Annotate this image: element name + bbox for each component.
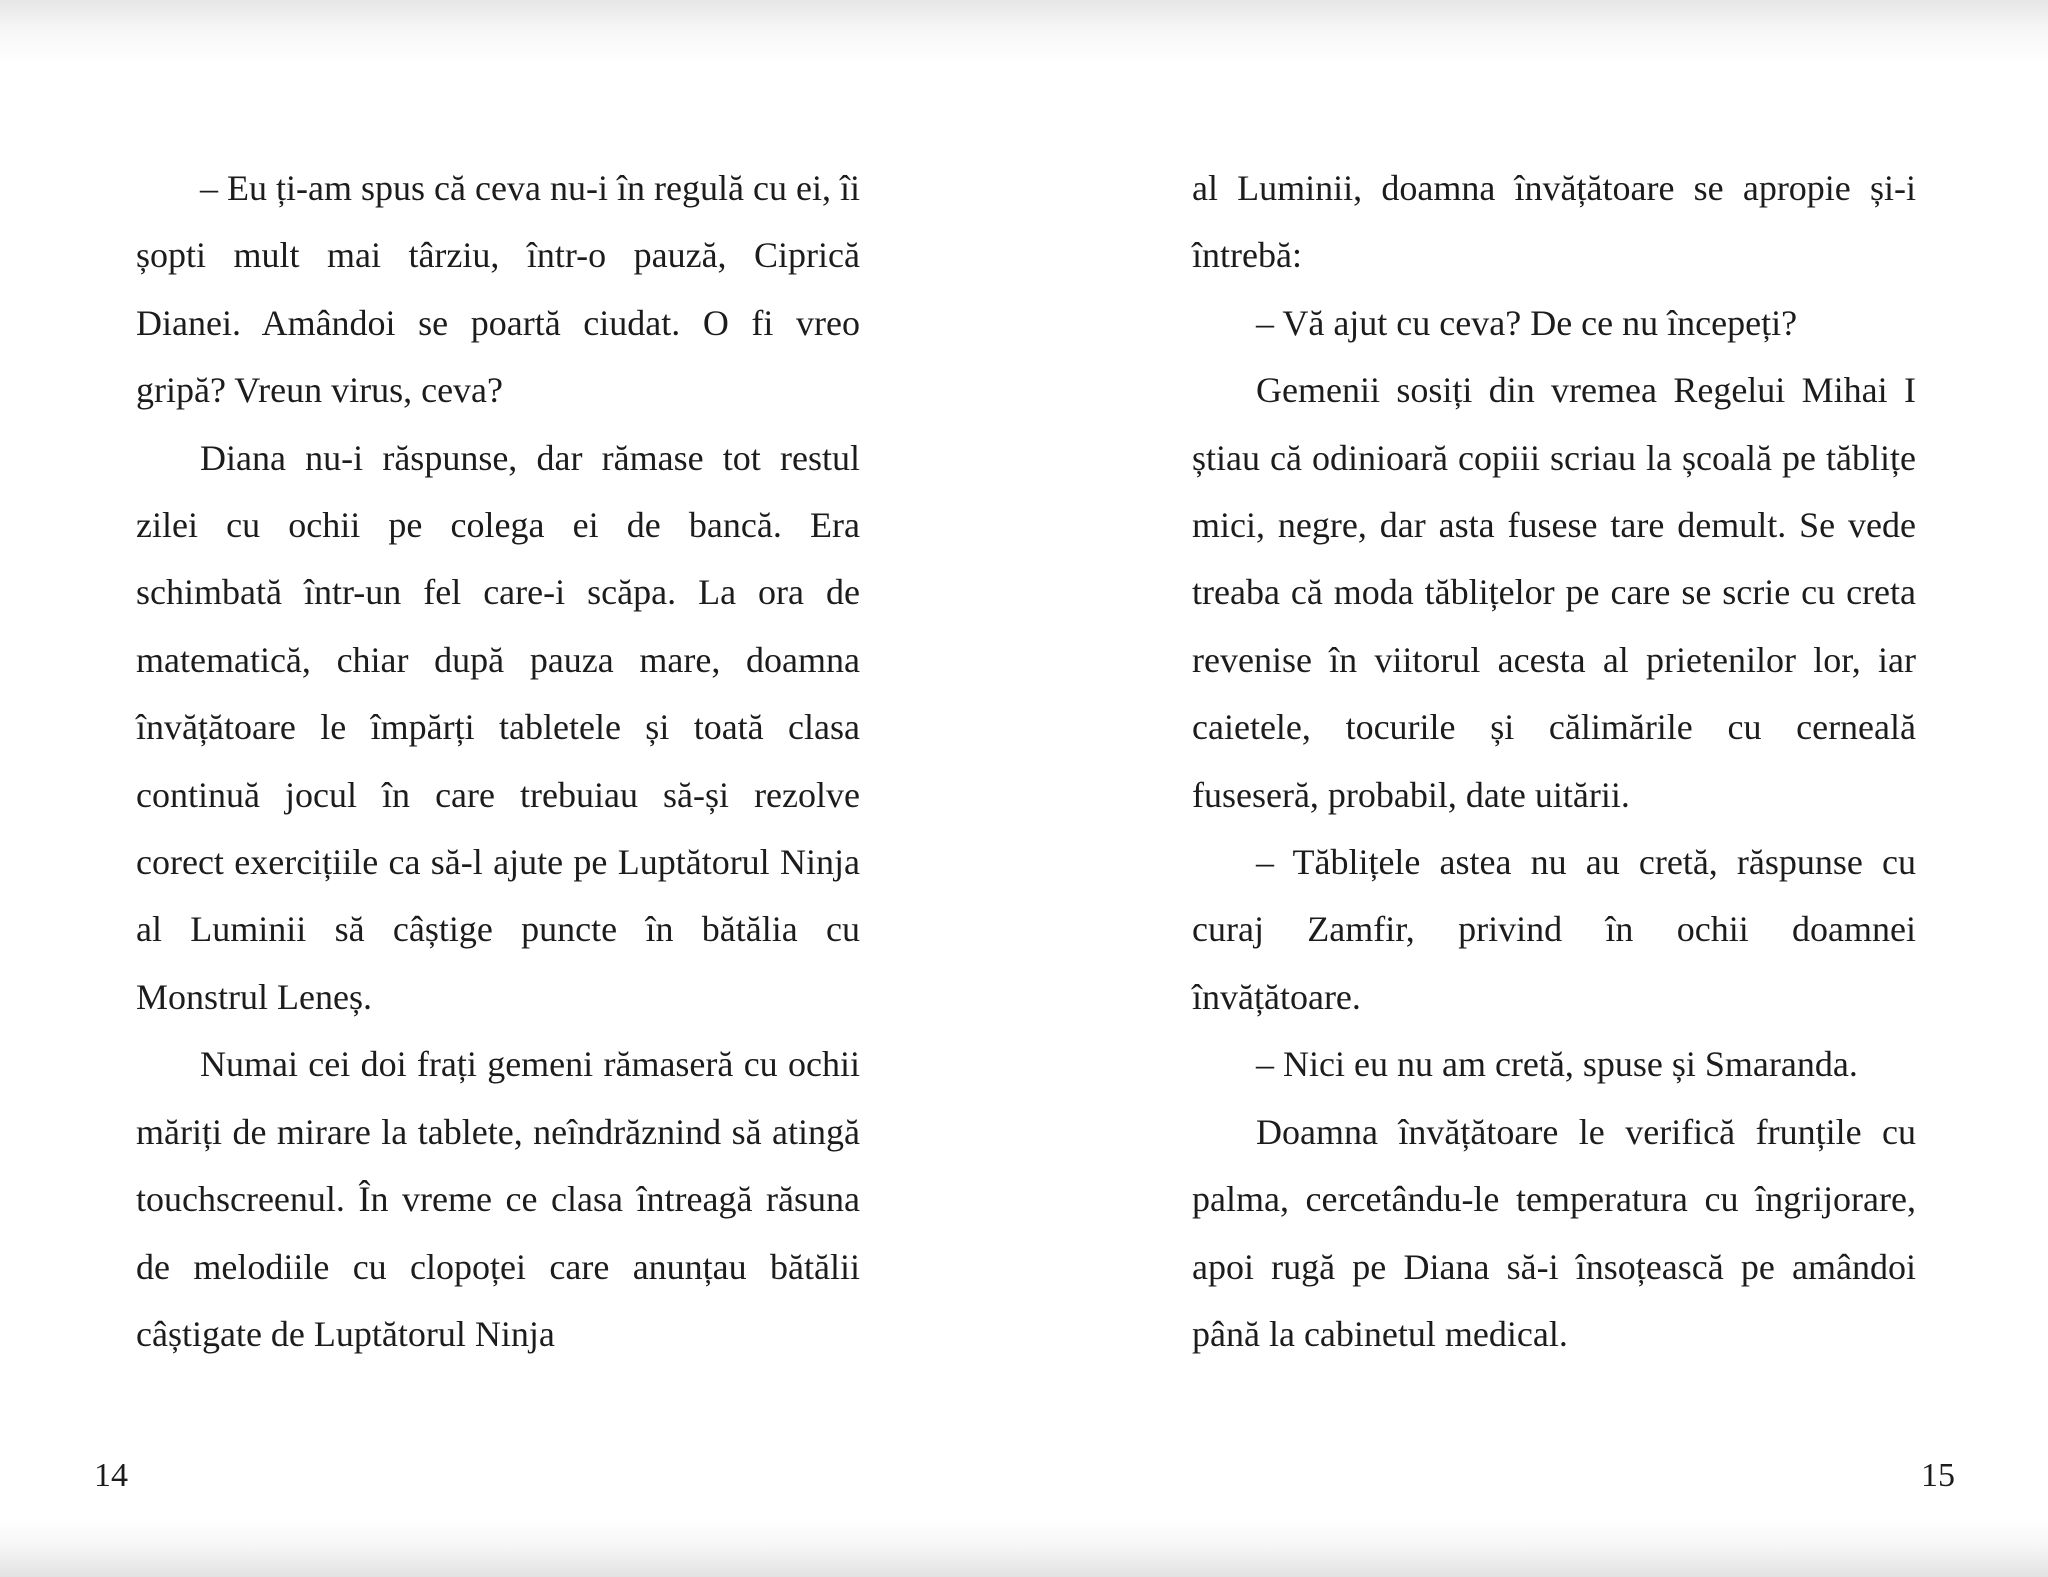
left-page-number: 14 [94,1457,128,1494]
top-edge-shadow [0,0,2048,64]
paragraph: Diana nu-i răspunse, dar rămase tot restul zilei cu ochii pe colega ei de bancă. Era schimbată într-un fel care-i scăpa. La ora de matematică, chiar după pauza mare, doamna învățătoare le împărți tabletele și toată clasa continuă jocul în care trebuiau să-și rezolve corect exercițiile ca să-l ajute pe Luptătorul Ninja al Luminii să câștige puncte în bătălia cu Monstrul Leneș. [136,437,860,1017]
left-page-text [136,155,860,1368]
paragraph: Numai cei doi frați gemeni rămaseră cu ochii măriți de mirare la tablete, neîndrăznind să atingă touchscreenul. În vreme ce clasa întreagă răsuna de melodiile cu clopoței care anunțau bătălii câștigate de Luptătorul Ninja [136,1044,860,1354]
right-page-text [1192,155,1916,1368]
paragraph: – Eu ți-am spus că ceva nu-i în regulă cu ei, îi șopti mult mai târziu, într-o pauză, Ciprică Dianei. Amândoi se poartă ciudat. O fi vreo gripă? Vreun virus, ceva? [136,168,860,411]
right-page-number: 15 [1921,1457,1955,1494]
paragraph: – Vă ajut cu ceva? De ce nu începeți? [1256,302,1798,343]
paragraph: Gemenii sosiți din vremea Regelui Mihai I știau că odinioară copiii scriau la școală pe tăblițe mici, negre, dar asta fusese tare demult. Se vede treaba că moda tăblițelor pe care se scrie cu creta revenise în viitorul acesta al prietenilor lor, iar caietele, tocurile și călimările cu cerneală fuseseră, probabil, date uitării. [1192,370,1916,815]
paragraph-continuation: al Luminii, doamna învățătoare se apropie și-i întrebă: [1192,168,1916,276]
bottom-edge-shadow [0,1519,2048,1577]
paragraph: – Tăblițele astea nu au cretă, răspunse cu curaj Zamfir, privind în ochii doamnei învățătoare. [1192,842,1916,1017]
paragraph: – Nici eu nu am cretă, spuse și Smaranda. [1256,1044,1858,1085]
paragraph: Doamna învățătoare le verifică frunțile cu palma, cercetându-le temperatura cu îngrijorare, apoi rugă pe Diana să-i însoțească pe amândoi până la cabinetul medical. [1192,1111,1916,1354]
